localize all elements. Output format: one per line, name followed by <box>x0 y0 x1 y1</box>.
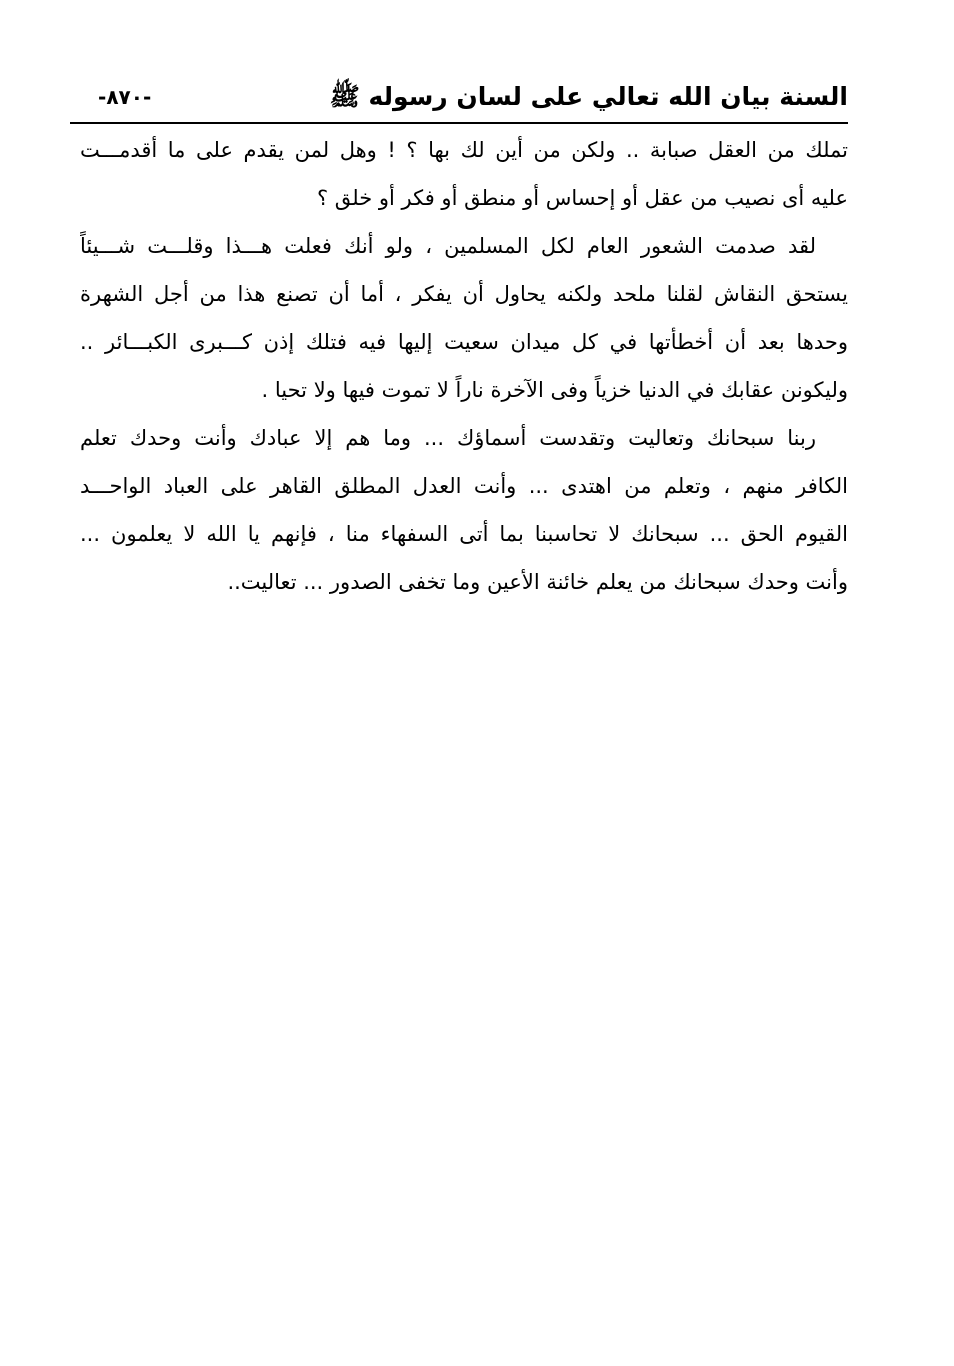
page-header <box>70 76 848 124</box>
text-line: لقد صدمت الشعور العام لكل المسلمين ، ولو أنك فعلت هـــذا وقلـــت شـــيئاً <box>80 234 816 258</box>
text-line: الكافر منهم ، وتعلم من اهتدى ... وأنت العدل المطلق القاهر على العباد الواحـــد <box>80 474 848 498</box>
page-body <box>80 126 848 606</box>
text-line: عليه أى نصيب من عقل أو إحساس أو منطق أو فكر أو خلق ؟ <box>316 186 848 210</box>
text-line: تملك من العقل صبابة .. ولكن من أين لك بها ؟ ! وهل لمن يقدم على ما أقدمـــت <box>80 138 848 162</box>
text-line: وأنت وحدك سبحانك من يعلم خائنة الأعين وما تخفى الصدور ... تعاليت.. <box>227 570 848 594</box>
running-title: السنة بيان الله تعالي على لسان رسوله ﷺ <box>329 82 848 111</box>
text-line: ربنا سبحانك وتعاليت وتقدست أسماؤك ... وما هم إلا عبادك وأنت وحدك تعلم <box>80 426 816 450</box>
paragraph-1 <box>80 126 848 222</box>
text-line: وحدها بعد أن أخطأتها في كل ميدان سعيت إليها فيه فتلك إذن كـــبرى الكبـــائر .. <box>80 330 848 354</box>
text-line: القيوم الحق ... سبحانك لا تحاسبنا بما أتى السفهاء منا ، فإنهم يا الله لا يعلمون ... <box>80 522 848 546</box>
text-line: وليكونن عقابك في الدنيا خزياً وفى الآخرة ناراً لا تموت فيها ولا تحيا . <box>261 378 848 402</box>
paragraph-2 <box>80 222 848 414</box>
page-number: -٨٧٠- <box>98 85 152 109</box>
paragraph-3 <box>80 414 848 606</box>
text-line: يستحق النقاش لقلنا ملحد ولكنه يحاول أن يفكر ، أما أن تصنع هذا من أجل الشهرة <box>80 282 848 306</box>
